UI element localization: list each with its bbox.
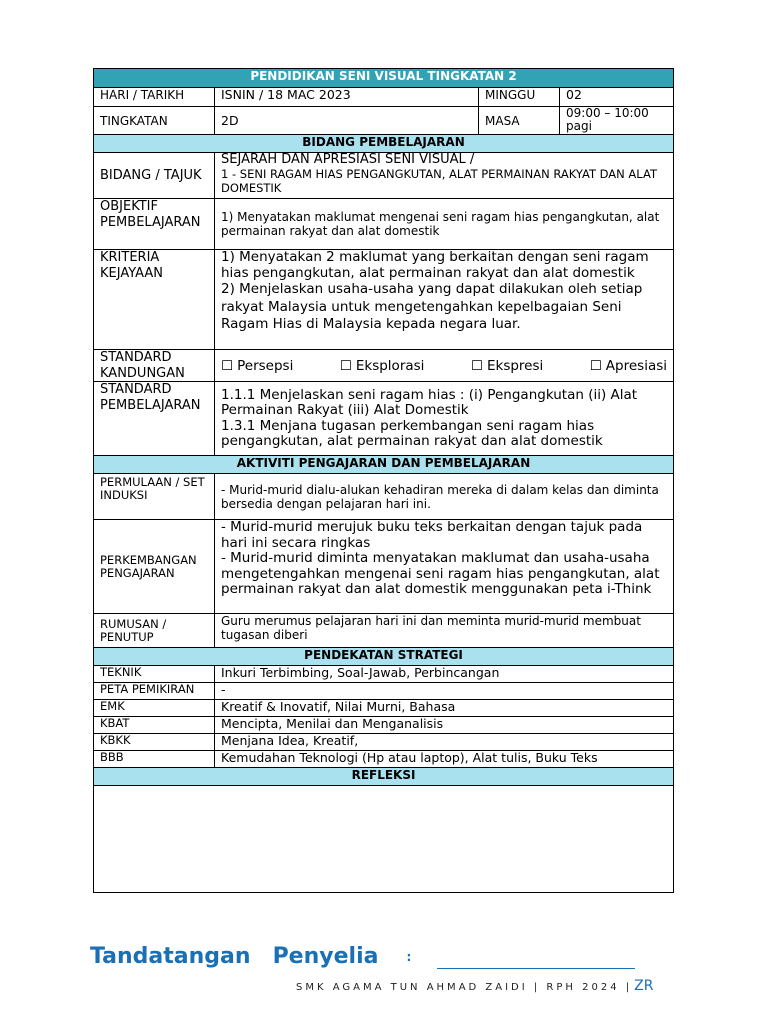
rumusan-row — [94, 614, 674, 648]
objektif-row — [94, 199, 674, 250]
refleksi-row — [94, 786, 674, 893]
permulaan-row — [94, 474, 674, 520]
document-title: PENDIDIKAN SENI VISUAL TINGKATAN 2 — [94, 69, 674, 88]
strategi-value: Menjana Idea, Kreatif, — [215, 734, 674, 751]
hari-value: ISNIN / 18 MAC 2023 — [215, 88, 479, 107]
strategi-row — [94, 666, 674, 683]
standard-kandungan-option-list — [221, 359, 667, 373]
standard-pembelajaran-label: STANDARD PEMBELAJARAN — [94, 382, 215, 456]
perkembangan-label: PERKEMBANGAN PENGAJARAN — [94, 520, 215, 614]
checkbox-icon: ☐ — [470, 357, 483, 374]
strategi-row — [94, 683, 674, 700]
bidang-row — [94, 153, 674, 199]
strategi-value: Mencipta, Menilai dan Menganalisis — [215, 717, 674, 734]
title-row — [94, 69, 674, 88]
info-row-tingkatan — [94, 107, 674, 135]
option-eksplorasi[interactable] — [340, 359, 425, 373]
kriteria-point-1: 1) Menyatakan 2 maklumat yang berkaitan dengan seni ragam hias pengangkutan, alat permainan rakyat dan alat domestik — [221, 249, 649, 281]
tingkatan-label: TINGKATAN — [94, 107, 215, 135]
objektif-value: 1) Menyatakan maklumat mengenai seni ragam hias pengangkutan, alat permainan rakyat dan alat domestik — [215, 199, 674, 250]
perkembangan-point-2: - Murid-murid diminta menyatakan maklumat dan usaha-usaha mengetengahkan mengenai seni ragam hias pengangkutan, alat permainan rakyat dan alat domestik menggunakan peta i-Think — [221, 550, 660, 597]
sp-point-2: 1.3.1 Menjana tugasan perkembangan seni ragam hias pengangkutan, alat permainan rakyat dan alat domestik — [221, 417, 603, 449]
strategi-value: - — [215, 683, 674, 700]
strategi-label: KBKK — [94, 734, 215, 751]
strategi-row — [94, 734, 674, 751]
kriteria-label: KRITERIA KEJAYAAN — [94, 250, 215, 350]
footer-text: SMK AGAMA TUN AHMAD ZAIDI | RPH 2024 | — [296, 982, 633, 993]
strategi-label: BBB — [94, 751, 215, 768]
footer-zr: ZR — [634, 978, 654, 994]
standard-pembelajaran-row — [94, 382, 674, 456]
strategi-label: PETA PEMIKIRAN — [94, 683, 215, 700]
signature-word-1: Tandatangan — [90, 944, 251, 969]
tingkatan-value: 2D — [215, 107, 479, 135]
option-ekspresi[interactable] — [471, 359, 543, 373]
checkbox-icon: ☐ — [339, 357, 352, 374]
signature-line — [90, 944, 635, 969]
signature-word-2: Penyelia — [272, 944, 379, 969]
standard-kandungan-row — [94, 350, 674, 382]
checkbox-icon: ☐ — [589, 357, 602, 374]
kriteria-point-2: 2) Menjelaskan usaha-usaha yang dapat dilakukan oleh setiap rakyat Malaysia untuk mengetengahkan kepelbagaian Seni Ragam Hias di Malaysia kepada negara luar. — [221, 281, 643, 332]
hari-label: HARI / TARIKH — [94, 88, 215, 107]
option-apresiasi[interactable] — [590, 359, 667, 373]
option-apresiasi-label: Apresiasi — [605, 357, 668, 374]
option-eksplorasi-label: Eksplorasi — [355, 357, 425, 374]
minggu-value: 02 — [560, 88, 674, 107]
checkbox-icon: ☐ — [221, 357, 234, 374]
option-persepsi[interactable] — [221, 359, 293, 373]
perkembangan-row — [94, 520, 674, 614]
strategi-row — [94, 751, 674, 768]
aktiviti-header: AKTIVITI PENGAJARAN DAN PEMBELAJARAN — [94, 456, 674, 474]
strategi-label: TEKNIK — [94, 666, 215, 683]
minggu-label: MINGGU — [479, 88, 560, 107]
lesson-plan-table — [93, 68, 674, 893]
strategi-row — [94, 717, 674, 734]
rumusan-label: RUMUSAN / PENUTUP — [94, 614, 215, 648]
strategi-value: Kreatif & Inovatif, Nilai Murni, Bahasa — [215, 700, 674, 717]
bidang-label: BIDANG / TAJUK — [94, 153, 215, 199]
footer — [296, 978, 653, 994]
permulaan-value: - Murid-murid dialu-alukan kehadiran mereka di dalam kelas dan diminta bersedia dengan pelajaran hari ini. — [215, 474, 674, 520]
perkembangan-point-1: - Murid-murid merujuk buku teks berkaitan dengan tajuk pada hari ini secara ringkas — [221, 519, 643, 551]
refleksi-input[interactable] — [94, 786, 674, 893]
refleksi-header: REFLEKSI — [94, 768, 674, 786]
strategi-header: PENDEKATAN STRATEGI — [94, 648, 674, 666]
strategi-label: EMK — [94, 700, 215, 717]
bidang-line2: 1 - SENI RAGAM HIAS PENGANGKUTAN, ALAT PERMAINAN RAKYAT DAN ALAT DOMESTIK — [221, 167, 657, 195]
section-refleksi — [94, 768, 674, 786]
info-row-hari — [94, 88, 674, 107]
masa-value: 09:00 – 10:00 pagi — [560, 107, 674, 135]
signature-field[interactable] — [437, 948, 635, 969]
objektif-label: OBJEKTIF PEMBELAJARAN — [94, 199, 215, 250]
strategi-value: Inkuri Terbimbing, Soal-Jawab, Perbincangan — [215, 666, 674, 683]
standard-kandungan-label: STANDARD KANDUNGAN — [94, 350, 215, 382]
permulaan-label: PERMULAAN / SET INDUKSI — [94, 474, 215, 520]
standard-kandungan-options — [215, 350, 674, 382]
bidang-value — [215, 153, 674, 199]
strategi-label: KBAT — [94, 717, 215, 734]
section-strategi — [94, 648, 674, 666]
perkembangan-value — [215, 520, 674, 614]
kriteria-value — [215, 250, 674, 350]
bidang-header: BIDANG PEMBELAJARAN — [94, 135, 674, 153]
section-aktiviti — [94, 456, 674, 474]
signature-colon: : — [406, 950, 412, 964]
option-persepsi-label: Persepsi — [237, 357, 294, 374]
strategi-value: Kemudahan Teknologi (Hp atau laptop), Alat tulis, Buku Teks — [215, 751, 674, 768]
sp-point-1: 1.1.1 Menjelaskan seni ragam hias : (i) Pengangkutan (ii) Alat Permainan Rakyat (iii) Alat Domestik — [221, 386, 638, 418]
section-bidang — [94, 135, 674, 153]
bidang-line1: SEJARAH DAN APRESIASI SENI VISUAL / — [221, 152, 475, 167]
rumusan-value: Guru merumus pelajaran hari ini dan meminta murid-murid membuat tugasan diberi — [215, 614, 674, 648]
standard-pembelajaran-value — [215, 382, 674, 456]
strategi-row — [94, 700, 674, 717]
kriteria-row — [94, 250, 674, 350]
option-ekspresi-label: Ekspresi — [486, 357, 544, 374]
masa-label: MASA — [479, 107, 560, 135]
